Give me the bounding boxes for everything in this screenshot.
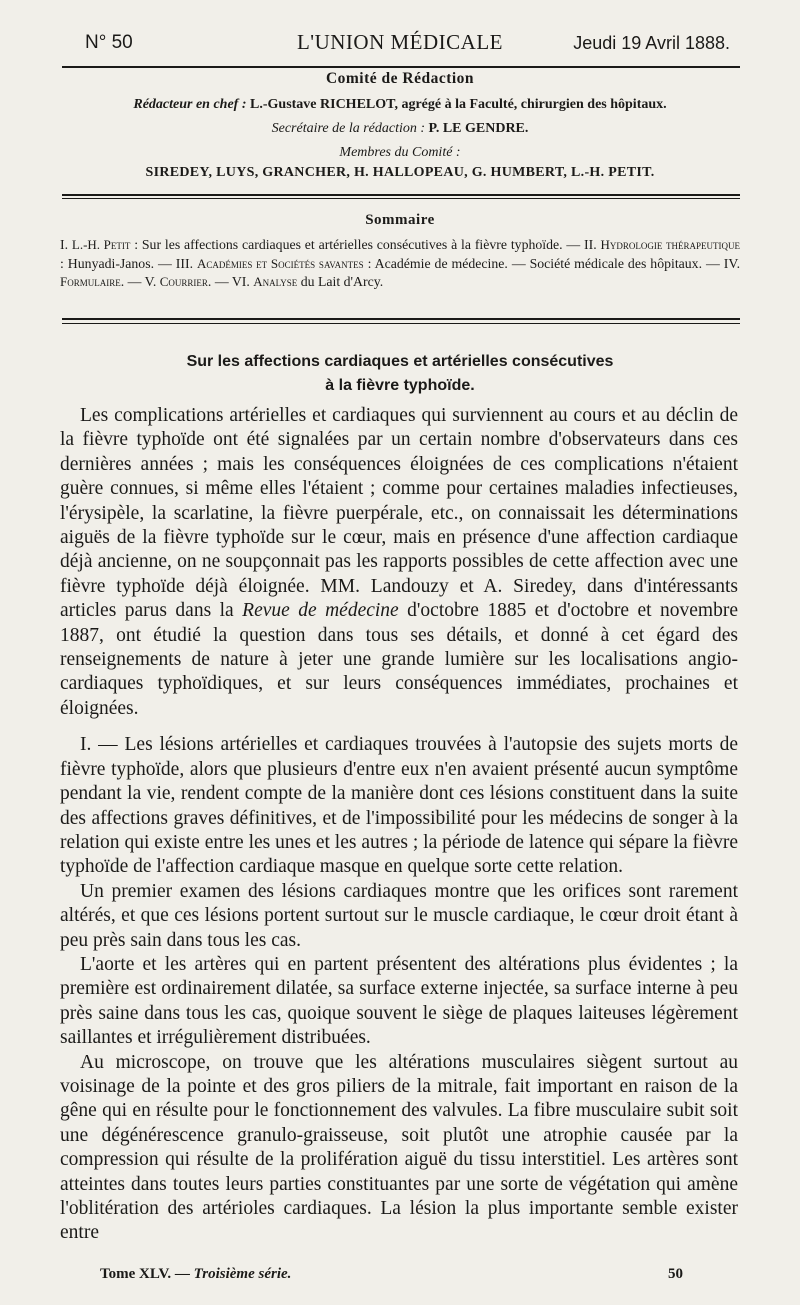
secretaire-name: P. LE GENDRE. bbox=[428, 121, 529, 136]
comite-rule-top bbox=[62, 194, 740, 196]
article-body bbox=[60, 404, 738, 1246]
sommaire-item: III. Académies et Sociétés savantes : Académie de médecine. — Société médicale des hôpitaux. — bbox=[175, 255, 720, 271]
sommaire-item: II. Hydrologie thérapeutique : Hunyadi-Janos. — bbox=[60, 237, 740, 271]
redacteur-line bbox=[60, 97, 740, 113]
journal-citation: Revue de médecine bbox=[242, 600, 399, 622]
sommaire-rule-bottom bbox=[62, 323, 740, 324]
sommaire-item: I. L.-H. Petit : Sur les affections cardiaques et artérielles consécutives à la fièvre typhoïde. — bbox=[60, 237, 581, 252]
comite-title: Comité de Rédaction bbox=[325, 70, 475, 87]
sommaire-list bbox=[60, 236, 740, 292]
paragraph: I. — Les lésions artérielles et cardiaques trouvées à l'autopsie des sujets morts de fièvre typhoïde, alors que plusieurs d'entre eux n'en avaient présenté aucun symptôme pendant la vie, rendent compte de la manière dont ces lésions constituent dans la suite des affections graves définitives, et de l'impossibilité pour les médecins de songer à la relation qui existe entre les unes et les autres ; la période de latence qui sépare la fièvre typhoïde de l'affection cardiaque masque en quelque sorte cette relation. bbox=[60, 734, 738, 878]
issue-number: N° 50 bbox=[85, 32, 133, 53]
issue-date: Jeudi 19 Avril 1888. bbox=[573, 33, 730, 53]
header-rule bbox=[62, 66, 740, 68]
footer-volume: Tome XLV. — Troisième série. bbox=[100, 1266, 292, 1282]
paragraph: Au microscope, on trouve que les altérations musculaires siègent surtout au voisinage de la pointe et des gros piliers de la mitrale, fait important en raison de la gêne qui en résulte pour le fonctionnement des valvules. La fibre musculaire subit soit une dégénérescence granulo-graisseuse, soit plutôt une atrophie causée par la compression qui résulte de la prolifération aiguë du tissu interstitiel. Les artères sont atteintes dans toutes leurs parties constituantes par une sorte de végétation qui amène l'oblitération des artérioles cardiaques. La lésion la plus importante semble exister entre bbox=[60, 1051, 738, 1244]
article-title bbox=[60, 350, 740, 398]
redacteur-label: Rédacteur en chef : bbox=[133, 97, 247, 112]
page-header bbox=[0, 30, 800, 66]
page-number: 50 bbox=[668, 1266, 683, 1282]
membres-names: SIREDEY, LUYS, GRANCHER, H. HALLOPEAU, G. HUMBERT, L.-H. PETIT. bbox=[145, 165, 655, 180]
redacteur-name: L.-Gustave RICHELOT, agrégé à la Faculté, chirurgien des hôpitaux. bbox=[250, 97, 667, 112]
journal-title: L'UNION MÉDICALE bbox=[296, 30, 503, 54]
article-title-line1: Sur les affections cardiaques et artérielles consécutives bbox=[186, 353, 614, 370]
paragraph: L'aorte et les artères qui en partent présentent des altérations plus évidentes ; la première est ordinairement dilatée, sa surface externe injectée, sa surface interne à peu près saine dans tous les cas, quoique souvent le siège de plaques laiteuses légèrement saillantes et irrégulièrement distribuées. bbox=[60, 953, 738, 1049]
sommaire-title: Sommaire bbox=[365, 212, 435, 228]
sommaire-item: VI. Analyse du Lait d'Arcy. bbox=[231, 274, 384, 289]
secretaire-line bbox=[60, 121, 740, 137]
article-title-line2: à la fièvre typhoïde. bbox=[325, 377, 475, 394]
sommaire-rule-top bbox=[62, 318, 740, 320]
comite-rule-bottom bbox=[62, 198, 740, 199]
secretaire-label: Secrétaire de la rédaction : bbox=[271, 121, 426, 136]
sommaire-item: IV. Formulaire. — bbox=[60, 255, 741, 289]
paragraph: Les complications artérielles et cardiaques qui surviennent au cours et au déclin de la fièvre typhoïde ont été signalées par un certain nombre d'observateurs dans ces dernières années ; mais les conséquences éloignées de ces complications n'étaient guère connues, si même elles l'étaient ; comme pour certaines maladies infectieuses, l'érysipèle, la scarlatine, la fièvre puerpérale, etc., on connaissait les déterminations aiguës de la fièvre typhoïde sur le cœur, mais en présence d'une affection cardiaque déjà ancienne, on ne soupçonnait pas les rapports possibles de cette affection avec une fièvre typhoïde déjà éloignée. MM. Landouzy et A. Siredey, dans d'intéressants articles parus dans la Revue de médecine d'octobre 1885 et d'octobre et novembre 1887, ont étudié la question dans tous ses détails, et donné à cet égard des renseignements de nature à jeter une grande lumière sur les localisations angio-cardiaques typhoïdiques, et sur leurs conséquences immédiates, prochaines et éloignées. bbox=[60, 405, 739, 719]
membres-label: Membres du Comité : bbox=[339, 145, 461, 160]
paragraph: Un premier examen des lésions cardiaques montre que les orifices sont rarement altérés, et que ces lésions portent surtout sur le muscle cardiaque, le cœur droit étant à peu près sain dans tous les cas. bbox=[60, 880, 738, 951]
sommaire-item: V. Courrier. — bbox=[144, 274, 229, 289]
